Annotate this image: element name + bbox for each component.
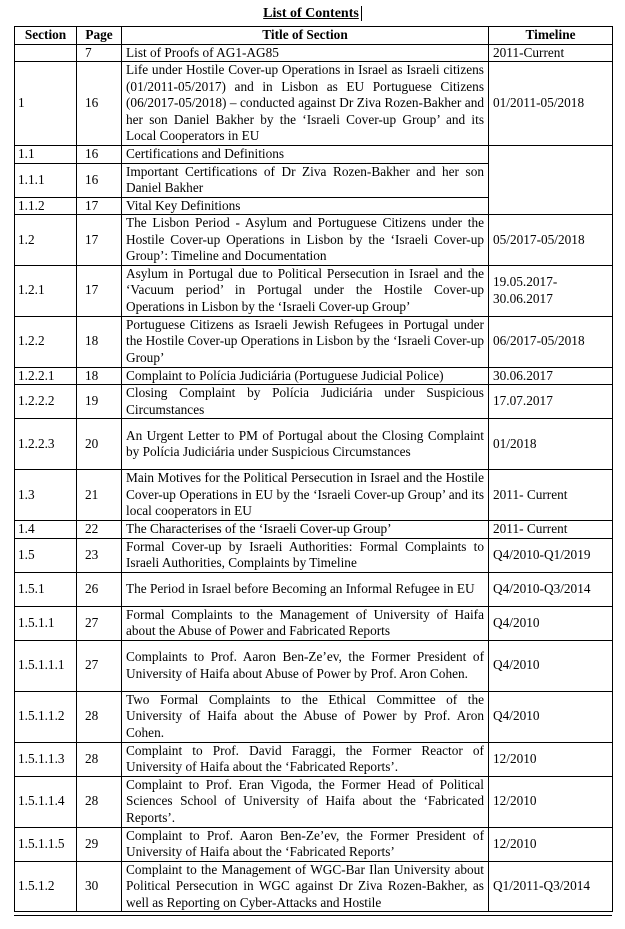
title-cell: Complaint to Prof. Eran Vigoda, the Former Head of Political Sciences School of University of Haifa about the ‘Fabricated Reports’. bbox=[122, 776, 489, 827]
section-cell: 1.2.2.1 bbox=[15, 367, 77, 385]
page-cell: 18 bbox=[77, 367, 122, 385]
timeline-cell: 2011- Current bbox=[489, 470, 613, 521]
timeline-cell: 2011-Current bbox=[489, 44, 613, 62]
timeline-cell: 12/2010 bbox=[489, 776, 613, 827]
timeline-cell: 30.06.2017 bbox=[489, 367, 613, 385]
page-cell: 22 bbox=[77, 521, 122, 539]
table-row bbox=[15, 691, 613, 742]
section-cell: 1.5.1.1.2 bbox=[15, 691, 77, 742]
title-cell: Important Certifications of Dr Ziva Rozen-Bakher and her son Daniel Bakher bbox=[122, 163, 489, 197]
table-row bbox=[15, 538, 613, 572]
timeline-cell: Q4/2010 bbox=[489, 691, 613, 742]
header-section: Section bbox=[15, 27, 77, 45]
page-cell: 28 bbox=[77, 742, 122, 776]
page-cell: 29 bbox=[77, 827, 122, 861]
timeline-cell: 12/2010 bbox=[489, 827, 613, 861]
section-cell: 1.5.1.1.4 bbox=[15, 776, 77, 827]
page-cell: 17 bbox=[77, 265, 122, 316]
table-row bbox=[15, 606, 613, 640]
header-page: Page bbox=[77, 27, 122, 45]
section-cell: 1.5.1.1.1 bbox=[15, 640, 77, 691]
timeline-cell: 01/2011-05/2018 bbox=[489, 62, 613, 146]
table-row bbox=[15, 62, 613, 146]
table-row bbox=[15, 776, 613, 827]
page-cell: 7 bbox=[77, 44, 122, 62]
table-row bbox=[15, 385, 613, 419]
timeline-cell: 17.07.2017 bbox=[489, 385, 613, 419]
title-cell: The Period in Israel before Becoming an Informal Refugee in EU bbox=[122, 572, 489, 606]
title-cell: The Characterises of the ‘Israeli Cover-up Group’ bbox=[122, 521, 489, 539]
section-cell: 1.2.2.3 bbox=[15, 419, 77, 470]
table-row bbox=[15, 44, 613, 62]
page-cell: 26 bbox=[77, 572, 122, 606]
section-cell: 1.5.1.2 bbox=[15, 861, 77, 912]
title-cell: The Lisbon Period - Asylum and Portuguese Citizens under the Hostile Cover-up Operations in Lisbon by the ‘Israeli Cover-up Group’: Timeline and Documentation bbox=[122, 215, 489, 266]
title-cell: Closing Complaint by Polícia Judiciária under Suspicious Circumstances bbox=[122, 385, 489, 419]
title-cell: An Urgent Letter to PM of Portugal about the Closing Complaint by Polícia Judiciária under Suspicious Circumstances bbox=[122, 419, 489, 470]
title-cell: Complaint to Polícia Judiciária (Portuguese Judicial Police) bbox=[122, 367, 489, 385]
timeline-cell: 12/2010 bbox=[489, 742, 613, 776]
table-row bbox=[15, 146, 613, 164]
title-cell: Life under Hostile Cover-up Operations in Israel as Israeli citizens (01/2011-05/2017) and in Lisbon as EU Portuguese Citizens (06/2017-05/2018) – conducted against Dr Ziva Rozen-Bakher and her son Daniel Bakher by the ‘Israeli Cover-up Group’ and its Local Cooperators in EU bbox=[122, 62, 489, 146]
table-row bbox=[15, 470, 613, 521]
section-cell: 1.3 bbox=[15, 470, 77, 521]
section-cell: 1.5.1.1.3 bbox=[15, 742, 77, 776]
table-row bbox=[15, 572, 613, 606]
title-cell: Formal Cover-up by Israeli Authorities: Formal Complaints to Israeli Authorities, Complaints by Timeline bbox=[122, 538, 489, 572]
section-cell: 1.1 bbox=[15, 146, 77, 164]
page-title bbox=[0, 6, 625, 22]
page-cell: 30 bbox=[77, 861, 122, 912]
page-cell: 21 bbox=[77, 470, 122, 521]
timeline-cell: 2011- Current bbox=[489, 521, 613, 539]
timeline-cell: Q4/2010-Q3/2014 bbox=[489, 572, 613, 606]
table-row bbox=[15, 640, 613, 691]
table-row bbox=[15, 861, 613, 912]
timeline-cell: Q1/2011-Q3/2014 bbox=[489, 861, 613, 912]
title-cell: Formal Complaints to the Management of University of Haifa about the Abuse of Power and Fabricated Reports bbox=[122, 606, 489, 640]
section-cell: 1.5.1.1.5 bbox=[15, 827, 77, 861]
title-cell: Complaints to Prof. Aaron Ben-Ze’ev, the Former President of University of Haifa about Abuse of Power by Prof. Aron Cohen. bbox=[122, 640, 489, 691]
page-cell: 27 bbox=[77, 606, 122, 640]
page-cell: 16 bbox=[77, 62, 122, 146]
title-cell: List of Proofs of AG1-AG85 bbox=[122, 44, 489, 62]
timeline-cell bbox=[489, 146, 613, 215]
table-row bbox=[15, 521, 613, 539]
section-cell: 1.4 bbox=[15, 521, 77, 539]
page-cell: 16 bbox=[77, 163, 122, 197]
text-cursor bbox=[361, 6, 362, 21]
page-cell: 23 bbox=[77, 538, 122, 572]
timeline-cell: 19.05.2017-30.06.2017 bbox=[489, 265, 613, 316]
list-of-contents-heading: List of Contents bbox=[263, 6, 359, 21]
page-cell: 27 bbox=[77, 640, 122, 691]
title-cell: Complaint to the Management of WGC-Bar Ilan University about Political Persecution in WGC against Dr Ziva Rozen-Bakher, as well as Reporting on Cyber-Attacks and Hostile bbox=[122, 861, 489, 912]
section-cell: 1 bbox=[15, 62, 77, 146]
section-cell: 1.1.2 bbox=[15, 197, 77, 215]
section-cell: 1.1.1 bbox=[15, 163, 77, 197]
timeline-cell: 01/2018 bbox=[489, 419, 613, 470]
timeline-cell: Q4/2010 bbox=[489, 640, 613, 691]
table-row bbox=[15, 742, 613, 776]
table-row bbox=[15, 265, 613, 316]
table-row bbox=[15, 419, 613, 470]
page-cell: 16 bbox=[77, 146, 122, 164]
section-cell: 1.2.1 bbox=[15, 265, 77, 316]
page-cell: 17 bbox=[77, 215, 122, 266]
page-bottom-rule bbox=[14, 915, 612, 916]
table-header-row bbox=[15, 27, 613, 45]
table-row bbox=[15, 215, 613, 266]
section-cell: 1.2.2.2 bbox=[15, 385, 77, 419]
title-cell: Complaint to Prof. David Faraggi, the Former Reactor of University of Haifa about the ‘Fabricated Reports’. bbox=[122, 742, 489, 776]
header-timeline: Timeline bbox=[489, 27, 613, 45]
timeline-cell: Q4/2010 bbox=[489, 606, 613, 640]
title-cell: Complaint to Prof. Aaron Ben-Ze’ev, the Former President of University of Haifa about the ‘Fabricated Reports’ bbox=[122, 827, 489, 861]
page-cell: 18 bbox=[77, 316, 122, 367]
timeline-cell: Q4/2010-Q1/2019 bbox=[489, 538, 613, 572]
table-row bbox=[15, 316, 613, 367]
page-cell: 28 bbox=[77, 776, 122, 827]
title-cell: Two Formal Complaints to the Ethical Committee of the University of Haifa about the Abuse of Power by Prof. Aron Cohen. bbox=[122, 691, 489, 742]
title-cell: Portuguese Citizens as Israeli Jewish Refugees in Portugal under the Hostile Cover-up Operations in Lisbon by the ‘Israeli Cover-up Group’ bbox=[122, 316, 489, 367]
header-title: Title of Section bbox=[122, 27, 489, 45]
title-cell: Asylum in Portugal due to Political Persecution in Israel and the ‘Vacuum period’ in Portugal under the Hostile Cover-up Operations in Lisbon by the ‘Israeli Cover-up Group’ bbox=[122, 265, 489, 316]
page-cell: 19 bbox=[77, 385, 122, 419]
section-cell: 1.2 bbox=[15, 215, 77, 266]
page-cell: 20 bbox=[77, 419, 122, 470]
section-cell: 1.2.2 bbox=[15, 316, 77, 367]
timeline-cell: 05/2017-05/2018 bbox=[489, 215, 613, 266]
page-cell: 17 bbox=[77, 197, 122, 215]
table-row bbox=[15, 367, 613, 385]
title-cell: Vital Key Definitions bbox=[122, 197, 489, 215]
title-cell: Main Motives for the Political Persecution in Israel and the Hostile Cover-up Operations in EU by the ‘Israeli Cover-up Group’ and its local cooperators in EU bbox=[122, 470, 489, 521]
contents-table bbox=[14, 26, 613, 912]
timeline-cell: 06/2017-05/2018 bbox=[489, 316, 613, 367]
page-cell: 28 bbox=[77, 691, 122, 742]
section-cell: 1.5 bbox=[15, 538, 77, 572]
table-row bbox=[15, 827, 613, 861]
section-cell bbox=[15, 44, 77, 62]
section-cell: 1.5.1.1 bbox=[15, 606, 77, 640]
title-cell: Certifications and Definitions bbox=[122, 146, 489, 164]
section-cell: 1.5.1 bbox=[15, 572, 77, 606]
